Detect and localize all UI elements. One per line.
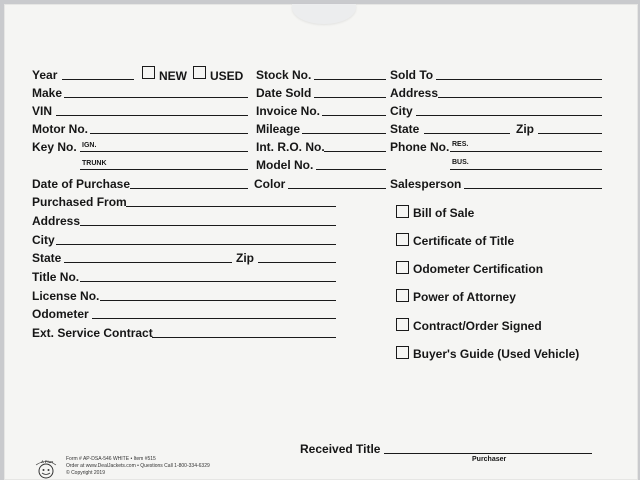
ign-line[interactable]	[80, 151, 248, 152]
city-label: City	[32, 233, 55, 247]
bill-of-sale-label: Bill of Sale	[413, 206, 475, 220]
bill-of-sale-checkbox[interactable]	[396, 205, 409, 218]
stock-no-label: Stock No.	[256, 68, 312, 82]
year-line[interactable]	[62, 79, 134, 80]
date-sold-label: Date Sold	[256, 86, 312, 100]
form-number: Form # AP-DSA-546 WHITE • Item #515	[66, 456, 156, 462]
ext-service-contract-label: Ext. Service Contract	[32, 326, 153, 340]
ign-label: IGN.	[82, 142, 97, 149]
vin-label: VIN	[32, 104, 53, 118]
stock-no-line[interactable]	[314, 79, 386, 80]
year-label: Year	[32, 68, 58, 82]
mileage-label: Mileage	[256, 122, 301, 136]
order-info: Order at www.DealJackets.com • Questions Call 1-800-334-6329	[66, 463, 210, 469]
int-ro-no-label: Int. R.O. No.	[256, 140, 325, 154]
date-of-purchase-line[interactable]	[130, 188, 248, 189]
salesperson-label: Salesperson	[390, 177, 462, 191]
phone-no-label: Phone No.	[390, 140, 450, 154]
new-checkbox[interactable]	[142, 66, 155, 79]
bus-label: BUS.	[452, 159, 469, 166]
odometer-label: Odometer	[32, 307, 89, 321]
int-ro-no-line[interactable]	[324, 151, 386, 152]
res-label: RES.	[452, 141, 469, 148]
logo-text: A Plus	[41, 459, 54, 464]
zip-label: Zip	[236, 251, 254, 265]
ext-service-contract-line[interactable]	[152, 337, 336, 338]
city-right-line[interactable]	[416, 115, 602, 116]
date-sold-line[interactable]	[314, 97, 386, 98]
used-label: USED	[210, 69, 244, 83]
state-label: State	[32, 251, 62, 265]
address-right-label: Address	[390, 86, 439, 100]
license-no-line[interactable]	[100, 300, 336, 301]
make-label: Make	[32, 86, 63, 100]
city-right-label: City	[390, 104, 413, 118]
contract-order-signed-checkbox[interactable]	[396, 318, 409, 331]
address-right-line[interactable]	[438, 97, 602, 98]
zip-line[interactable]	[258, 262, 336, 263]
odometer-certification-checkbox[interactable]	[396, 261, 409, 274]
vin-line[interactable]	[56, 115, 248, 116]
buyers-guide-label: Buyer's Guide (Used Vehicle)	[413, 347, 580, 361]
certificate-of-title-label: Certificate of Title	[413, 234, 515, 248]
a-plus-logo	[32, 456, 64, 480]
address-line[interactable]	[80, 225, 336, 226]
motor-no-label: Motor No.	[32, 122, 88, 136]
invoice-no-line[interactable]	[322, 115, 386, 116]
sold-to-line[interactable]	[436, 79, 602, 80]
purchaser-label: Purchaser	[472, 456, 507, 463]
state-right-line[interactable]	[424, 133, 510, 134]
color-label: Color	[254, 177, 286, 191]
purchased-from-label: Purchased From	[32, 195, 127, 209]
mileage-line[interactable]	[302, 133, 386, 134]
salesperson-line[interactable]	[464, 188, 602, 189]
title-no-label: Title No.	[32, 270, 80, 284]
res-line[interactable]	[450, 151, 602, 152]
odometer-certification-label: Odometer Certification	[413, 262, 544, 276]
received-title-signature-line[interactable]	[384, 453, 592, 454]
state-line[interactable]	[64, 262, 232, 263]
address-label: Address	[32, 214, 81, 228]
key-no-label: Key No.	[32, 140, 77, 154]
title-no-line[interactable]	[80, 281, 336, 282]
copyright: © Copyright 2019	[66, 470, 105, 476]
city-line[interactable]	[56, 244, 336, 245]
motor-no-line[interactable]	[90, 133, 248, 134]
odometer-line[interactable]	[92, 318, 336, 319]
model-no-label: Model No.	[256, 158, 314, 172]
power-of-attorney-label: Power of Attorney	[413, 290, 516, 304]
zip-right-label: Zip	[516, 122, 534, 136]
purchased-from-line[interactable]	[126, 206, 336, 207]
new-label: NEW	[159, 69, 187, 83]
buyers-guide-checkbox[interactable]	[396, 346, 409, 359]
certificate-of-title-checkbox[interactable]	[396, 233, 409, 246]
power-of-attorney-checkbox[interactable]	[396, 289, 409, 302]
envelope-flap	[292, 4, 356, 24]
contract-order-signed-label: Contract/Order Signed	[413, 319, 542, 333]
trunk-line[interactable]	[80, 169, 248, 170]
model-no-line[interactable]	[316, 169, 386, 170]
trunk-label: TRUNK	[82, 160, 107, 167]
sold-to-label: Sold To	[390, 68, 434, 82]
color-line[interactable]	[288, 188, 386, 189]
invoice-no-label: Invoice No.	[256, 104, 321, 118]
license-no-label: License No.	[32, 289, 100, 303]
used-checkbox[interactable]	[193, 66, 206, 79]
received-title-label: Received Title	[300, 442, 381, 456]
date-of-purchase-label: Date of Purchase	[32, 177, 131, 191]
state-right-label: State	[390, 122, 420, 136]
zip-right-line[interactable]	[538, 133, 602, 134]
bus-line[interactable]	[450, 169, 602, 170]
make-line[interactable]	[64, 97, 248, 98]
deal-jacket-form	[4, 4, 638, 480]
